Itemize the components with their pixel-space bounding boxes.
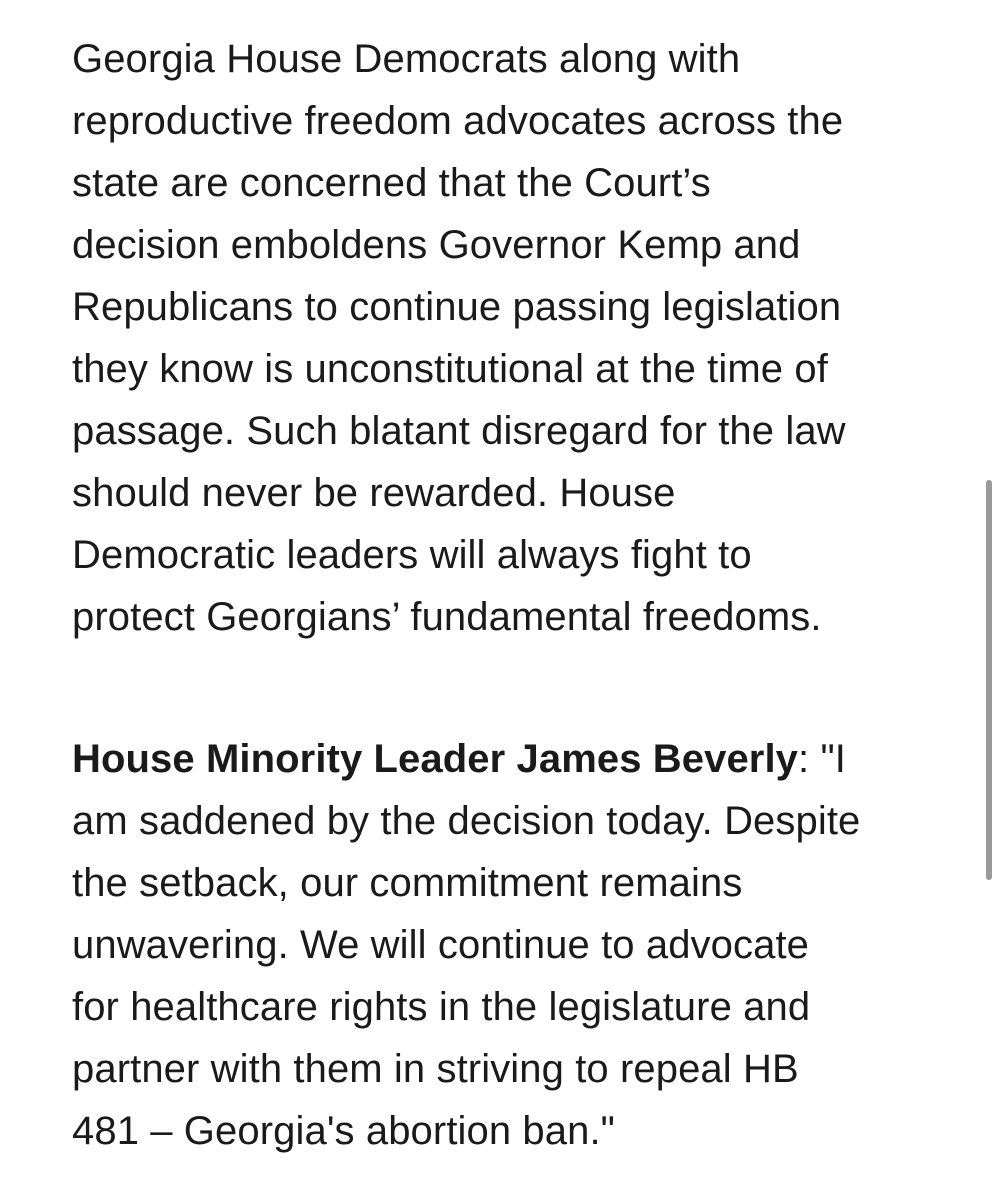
speaker-name: House Minority Leader James Beverly (72, 737, 799, 781)
text-line: partner with them in striving to repeal HB (72, 1047, 799, 1091)
text-line: state are concerned that the Court’s (72, 161, 711, 205)
paragraph-quote (72, 728, 952, 1162)
paragraph-statement (72, 28, 952, 648)
text-line: unwavering. We will continue to advocate (72, 923, 810, 967)
quote-first-line (72, 728, 952, 790)
text-line: reproductive freedom advocates across the (72, 99, 844, 143)
text-line: protect Georgians’ fundamental freedoms. (72, 595, 822, 639)
text-line: for healthcare rights in the legislature and (72, 985, 811, 1029)
text-line: they know is unconstitutional at the time of (72, 347, 828, 391)
article-body (72, 28, 952, 1162)
text-line: should never be rewarded. House (72, 471, 676, 515)
text-line: Democratic leaders will always fight to (72, 533, 752, 577)
text-line: the setback, our commitment remains (72, 861, 743, 905)
text-line: Georgia House Democrats along with (72, 37, 741, 81)
scrollbar-thumb[interactable] (986, 480, 992, 880)
text-line: decision emboldens Governor Kemp and (72, 223, 801, 267)
text-line: passage. Such blatant disregard for the law (72, 409, 846, 453)
text-line: 481 – Georgia's abortion ban." (72, 1109, 615, 1153)
text-line: am saddened by the decision today. Despite (72, 799, 861, 843)
text-line: Republicans to continue passing legislation (72, 285, 842, 329)
paragraph-gap (72, 648, 952, 728)
quote-opening: : "I (798, 737, 846, 781)
scrollbar-track[interactable] (984, 0, 998, 1200)
